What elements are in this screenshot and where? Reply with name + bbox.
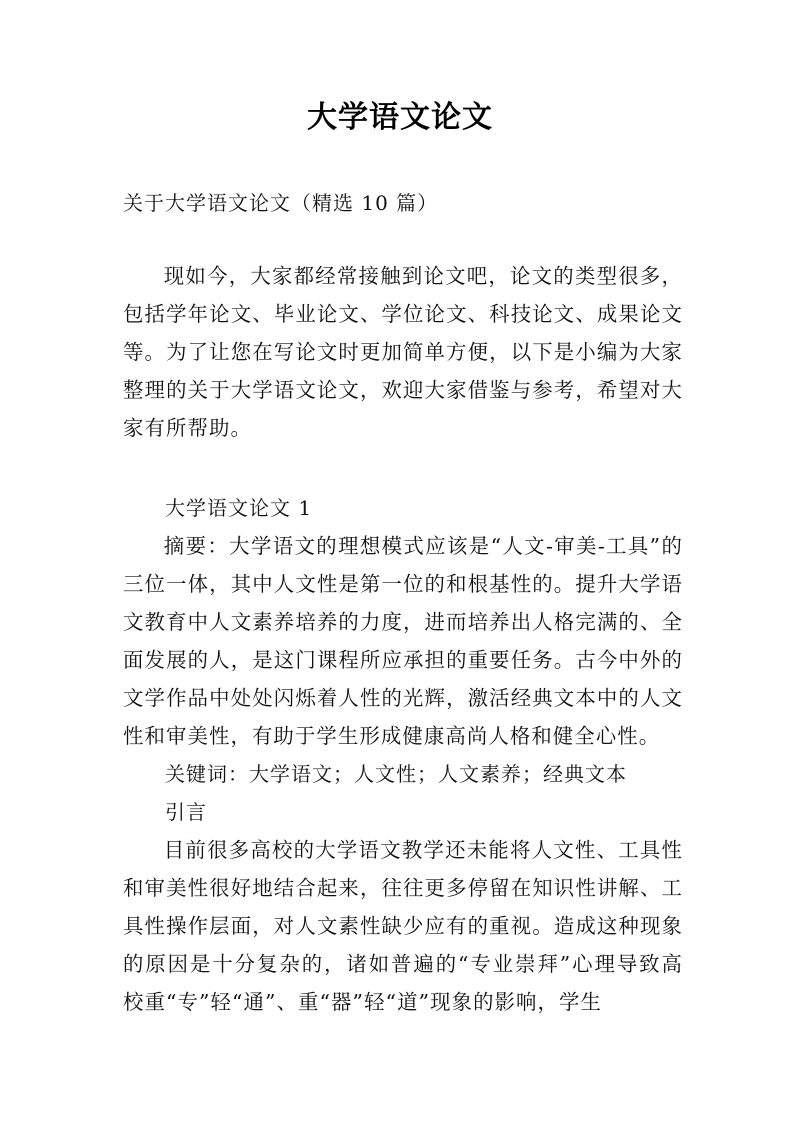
intro-paragraph: 现如今，大家都经常接触到论文吧，论文的类型很多，包括学年论文、毕业论文、学位论文、科技论文、成果论文等。为了让您在写论文时更加简单方便，以下是小编为大家整理的关于大学语文论文，欢迎大家借鉴与参考，希望对大家有所帮助。 xyxy=(123,264,683,440)
keywords-line: 关键词：大学语文；人文性；人文素养；经典文本 xyxy=(165,762,627,786)
document-title: 大学语文论文 xyxy=(307,100,493,135)
body-paragraph: 目前很多高校的大学语文教学还未能将人文性、工具性和审美性很好地结合起来，往往更多停留在知识性讲解、工具性操作层面，对人文素性缺少应有的重视。造成这种现象的原因是十分复杂的，诸如普遍的“专业崇拜”心理导致高校重“专”轻“通”、重“器”轻“道”现象的影响，学生 xyxy=(123,838,683,1014)
abstract-paragraph: 摘要：大学语文的理想模式应该是“人文-审美-工具”的三位一体，其中人文性是第一位的和根基性的。提升大学语文教育中人文素养培养的力度，进而培养出人格完满的、全面发展的人，是这门课程所应承担的重要任务。古今中外的文学作品中处处闪烁着人性的光辉，激活经典文本中的人文性和审美性，有助于学生形成健康高尚人格和健全心性。 xyxy=(123,534,683,748)
document-subtitle: 关于大学语文论文（精选 10 篇） xyxy=(123,191,439,215)
section-heading: 大学语文论文 1 xyxy=(165,496,313,520)
introduction-heading: 引言 xyxy=(165,800,207,824)
